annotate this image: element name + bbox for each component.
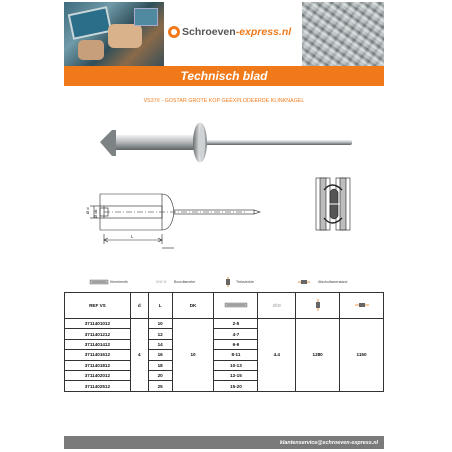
cell-grip: 4-7: [214, 329, 258, 339]
dim-l-label: L: [131, 234, 134, 239]
col-shear: [340, 293, 384, 319]
screws-photo: [302, 2, 384, 66]
shear-icon: [355, 301, 369, 309]
cell-grip: 10-13: [214, 360, 258, 370]
grip-range-icon: [225, 301, 247, 309]
table-row: [65, 319, 384, 329]
col-dk: DK: [172, 293, 214, 319]
shear-icon: [298, 278, 310, 286]
tensile-icon: [314, 299, 322, 311]
cell-ref: 3711401812: [65, 360, 131, 370]
col-ref: REF VS: [65, 293, 131, 319]
cell-shear: 1150: [340, 319, 384, 392]
cell-tensile: 1280: [296, 319, 340, 392]
cell-grip: 12-15: [214, 370, 258, 380]
header: [64, 2, 384, 66]
cell-ref: 3711401612: [65, 350, 131, 360]
logo[interactable]: [164, 2, 302, 66]
logo-icon: [168, 26, 180, 38]
table-header-row: [65, 293, 384, 319]
legend-drill-diameter: Boordiameter: [174, 280, 196, 284]
logo-text: Schroeven-express.nl: [182, 26, 292, 38]
cell-drill: 4.4: [258, 319, 296, 392]
col-l: L: [148, 293, 172, 319]
cell-ref: 3711402512: [65, 381, 131, 391]
cell-dk: 10: [172, 319, 214, 392]
rivet-technical-drawing: [86, 168, 276, 252]
grip-range-icon: [90, 279, 108, 285]
legend-grip-range: Klembereik: [110, 280, 128, 284]
cell-ref: 3711401012: [65, 319, 131, 329]
cell-l: 20: [148, 370, 172, 380]
cell-l: 18: [148, 360, 172, 370]
cell-ref: 3711401212: [65, 329, 131, 339]
footer: [64, 436, 384, 449]
dim-d-label: Ø d: [85, 207, 90, 214]
drill-size-icon: Ø/Ø Ø: [156, 280, 167, 284]
col-tensile: [296, 293, 340, 319]
legend-shear: Afschuifweerstand: [318, 280, 348, 284]
cell-l: 16: [148, 350, 172, 360]
cell-l: 25: [148, 381, 172, 391]
product-subtitle: VS37/I - GOSTAR GROTE KOP GEËXPLODEERDE KLINKNAGEL: [143, 98, 305, 104]
installed-rivet-diagram: [312, 176, 358, 232]
page-title: Technisch blad: [180, 69, 268, 83]
spec-table: [64, 292, 384, 392]
dim-dk-label: Ø dk: [93, 209, 98, 218]
tools-photo: [64, 2, 164, 66]
col-grip: [214, 293, 258, 319]
tensile-icon: [224, 277, 232, 287]
col-d: d: [130, 293, 148, 319]
legend-tensile: Treksterkte: [236, 280, 254, 284]
cell-l: 10: [148, 319, 172, 329]
title-banner: [64, 66, 384, 86]
cell-grip: 8-11: [214, 350, 258, 360]
legend: [64, 276, 384, 290]
cell-d: 4: [130, 319, 148, 392]
cell-grip: 15-20: [214, 381, 258, 391]
cell-ref: 3711402012: [65, 370, 131, 380]
cell-grip: 2-5: [214, 319, 258, 329]
customer-service-email[interactable]: klantenservice@schroeven-express.nl: [279, 439, 378, 446]
cell-l: 12: [148, 329, 172, 339]
cell-ref: 3711401412: [65, 339, 131, 349]
cell-grip: 6-9: [214, 339, 258, 349]
cell-l: 14: [148, 339, 172, 349]
col-drill: Ø/Ø: [258, 293, 296, 319]
rivet-photo: [100, 120, 360, 170]
